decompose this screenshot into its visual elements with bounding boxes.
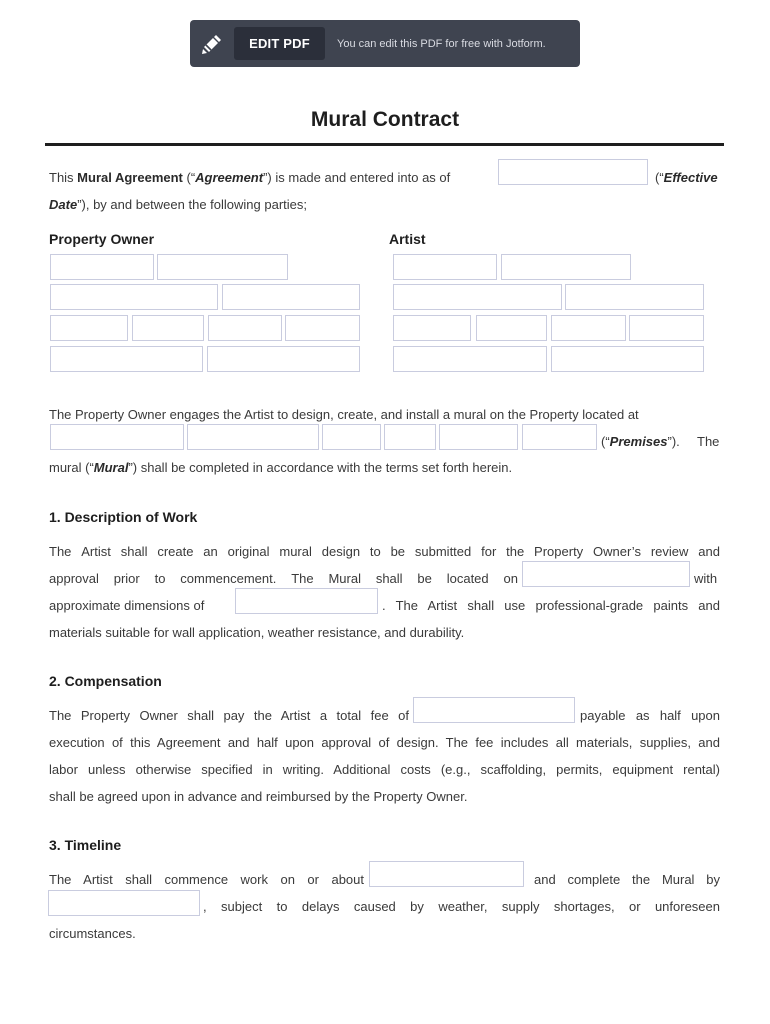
intro-text: This <box>49 170 78 185</box>
word: shall <box>120 544 148 559</box>
artist-last-name-field[interactable] <box>501 254 631 280</box>
word: The <box>291 571 314 586</box>
intro-bold-italic: Agreement <box>195 170 264 185</box>
section-2-heading: 2. Compensation <box>49 673 162 689</box>
word: prior <box>113 571 140 586</box>
intro-bold: Mural Agreement <box>77 170 183 185</box>
artist-zip-field[interactable] <box>551 315 626 341</box>
intro-text: ”) is made and entered into as of <box>263 170 451 185</box>
word: mural <box>279 544 312 559</box>
completion-date-field[interactable] <box>48 890 200 916</box>
word: be <box>417 571 432 586</box>
start-date-field[interactable] <box>369 861 524 887</box>
section-3-line-1b: and complete the Mural by <box>534 872 720 887</box>
word: Property <box>534 544 584 559</box>
artist-street-address-2-field[interactable] <box>565 284 704 310</box>
section-1-line-1 <box>49 544 720 560</box>
premises-address-field[interactable] <box>50 424 184 450</box>
word: on <box>503 571 518 586</box>
word: original <box>227 544 270 559</box>
section-3-heading: 3. Timeline <box>49 837 122 853</box>
word: approval <box>49 571 99 586</box>
intro-text: (“ <box>182 170 196 185</box>
word: Owner’s <box>593 544 641 559</box>
owner-street-address-field[interactable] <box>50 284 218 310</box>
word: be <box>390 544 406 559</box>
word: an <box>203 544 218 559</box>
word: the <box>506 544 525 559</box>
intro-line-1 <box>49 170 450 186</box>
section-2-line-2: execution of this Agreement and half upon approval of design. The fee includes all materials, supplies, and <box>49 735 720 750</box>
intro-text: (“ <box>655 170 664 185</box>
premises-bold-italic: Premises <box>609 434 668 449</box>
owner-street-address-2-field[interactable] <box>222 284 360 310</box>
word: located <box>446 571 489 586</box>
word: to <box>369 544 381 559</box>
owner-city-field[interactable] <box>50 315 128 341</box>
section-1-line-3a: approximate dimensions of <box>49 598 205 613</box>
premises-text: ”). <box>667 434 680 449</box>
premises-country-field[interactable] <box>522 424 597 450</box>
artist-country-field[interactable] <box>629 315 704 341</box>
intro-bold-italic: Date <box>49 197 78 212</box>
intro-text: ”), by and between the following parties; <box>77 197 307 212</box>
premises-zip-field[interactable] <box>439 424 518 450</box>
edit-pdf-banner <box>190 20 580 67</box>
intro-line-2 <box>49 197 307 213</box>
word: The <box>49 544 72 559</box>
section-2-line-4: shall be agreed upon in advance and reimbursed by the Property Owner. <box>49 789 468 804</box>
intro-line-1-end <box>655 170 718 186</box>
owner-email-field[interactable] <box>207 346 360 372</box>
artist-state-field[interactable] <box>476 315 547 341</box>
mural-dimensions-field[interactable] <box>235 588 378 614</box>
premises-line-1: The Property Owner engages the Artist to design, create, and install a mural on the Property located at <box>49 407 639 422</box>
section-3-line-2: , subject to delays caused by weather, supply shortages, or unforeseen <box>203 899 720 914</box>
word: commencement. <box>180 571 277 586</box>
owner-last-name-field[interactable] <box>157 254 288 280</box>
artist-phone-field[interactable] <box>393 346 547 372</box>
premises-line-3 <box>49 460 512 476</box>
word: and <box>698 544 720 559</box>
section-2-line-3: labor unless otherwise specified in writing. Additional costs (e.g., scaffolding, permits, equipment rental) <box>49 762 720 777</box>
total-fee-field[interactable] <box>413 697 575 723</box>
premises-label <box>601 434 680 450</box>
intro-bold-italic: Effective <box>663 170 718 185</box>
premises-text: mural (“ <box>49 460 94 475</box>
section-1-line-2 <box>49 571 518 587</box>
section-3-line-3: circumstances. <box>49 926 136 941</box>
word: submitted <box>414 544 472 559</box>
owner-first-name-field[interactable] <box>50 254 154 280</box>
owner-country-field[interactable] <box>285 315 360 341</box>
premises-text: ”) shall be completed in accordance with the terms set forth herein. <box>128 460 513 475</box>
section-3-line-1a: The Artist shall commence work on or about <box>49 872 364 887</box>
premises-text: (“ <box>601 434 610 449</box>
section-1-heading: 1. Description of Work <box>49 509 198 525</box>
section-2-line-1b: payable as half upon <box>580 708 720 723</box>
section-1-line-3b: . The Artist shall use professional-grade paints and <box>382 598 720 613</box>
word: review <box>650 544 689 559</box>
artist-street-address-field[interactable] <box>393 284 562 310</box>
section-1-with: with <box>694 571 718 586</box>
section-2-line-1a: The Property Owner shall pay the Artist a total fee of <box>49 708 409 723</box>
artist-label: Artist <box>389 231 426 247</box>
premises-city-field[interactable] <box>322 424 381 450</box>
artist-city-field[interactable] <box>393 315 471 341</box>
owner-phone-field[interactable] <box>50 346 203 372</box>
word: for <box>481 544 497 559</box>
premises-the: The <box>697 434 720 449</box>
word: to <box>154 571 166 586</box>
artist-email-field[interactable] <box>551 346 704 372</box>
premises-address-2-field[interactable] <box>187 424 319 450</box>
owner-zip-field[interactable] <box>208 315 282 341</box>
property-owner-label: Property Owner <box>49 231 155 247</box>
word: Mural <box>328 571 361 586</box>
artist-first-name-field[interactable] <box>393 254 497 280</box>
word: create <box>157 544 194 559</box>
page-title: Mural Contract <box>310 108 460 131</box>
effective-date-field[interactable] <box>498 159 648 185</box>
premises-bold-italic: Mural <box>93 460 129 475</box>
edit-pdf-button[interactable]: EDIT PDF <box>234 27 325 60</box>
pen-icon <box>190 20 234 67</box>
word: shall <box>375 571 403 586</box>
section-1-line-4: materials suitable for wall application, weather resistance, and durability. <box>49 625 465 640</box>
mural-location-field[interactable] <box>522 561 690 587</box>
premises-state-field[interactable] <box>384 424 436 450</box>
banner-note: You can edit this PDF for free with Jotform. <box>337 37 546 50</box>
word: Artist <box>81 544 111 559</box>
word: design <box>321 544 361 559</box>
owner-state-field[interactable] <box>132 315 204 341</box>
title-divider <box>45 143 724 146</box>
